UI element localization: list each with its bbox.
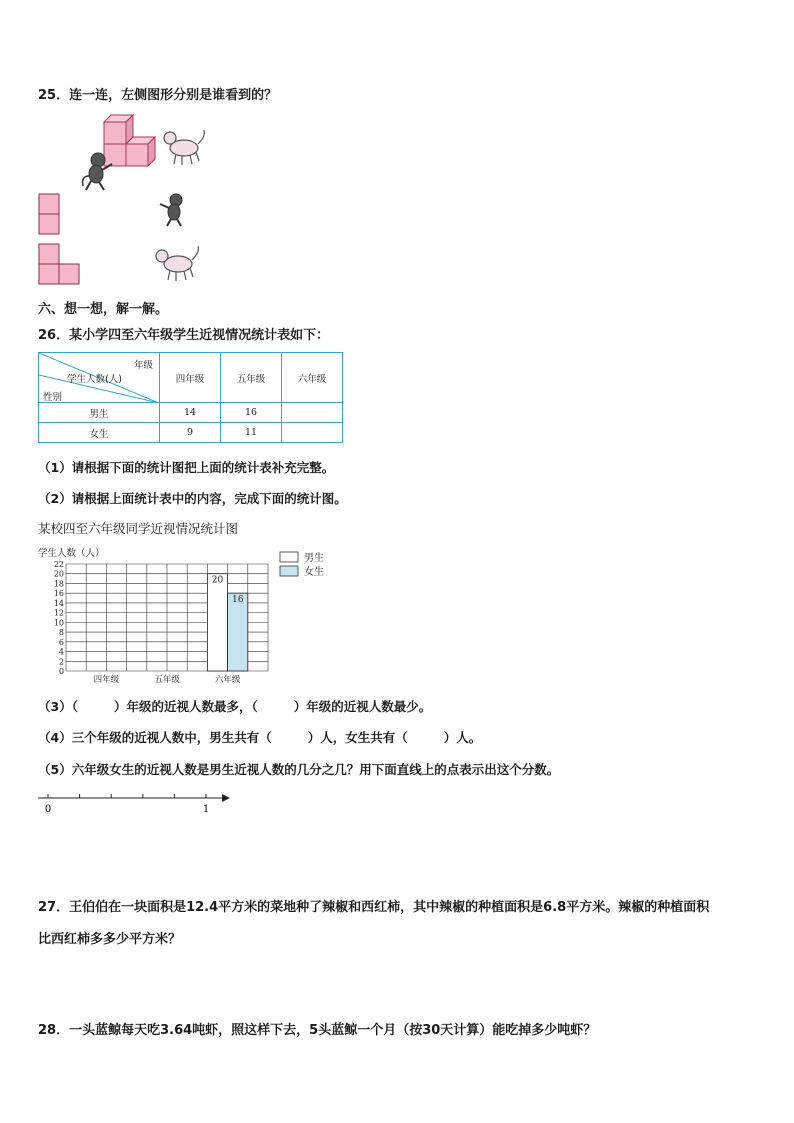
- col-header: 五年级: [221, 353, 282, 403]
- q26-sub4-part2: ）人，女生共有（: [307, 730, 408, 745]
- q26-sub3-part1: （3）（: [38, 699, 78, 714]
- legend-swatch: [280, 552, 298, 562]
- y-tick-label: 20: [53, 569, 64, 579]
- header-gender: 性别: [43, 392, 63, 403]
- y-tick-label: 2: [58, 657, 64, 667]
- section-6-title: 六、想一想，解一解。: [38, 302, 169, 317]
- q26-title: 26．某小学四至六年级学生近视情况统计表如下：: [38, 328, 330, 343]
- bar: [207, 574, 227, 671]
- q28-title: 28．一头蓝鲸每天吃3.64吨虾，照这样下去，5头蓝鲸一个月（按30天计算）能吃掉多少吨虾？: [38, 1023, 597, 1038]
- chart-bars: [207, 574, 247, 671]
- number-line[interactable]: [36, 788, 236, 816]
- y-tick-label: 22: [53, 560, 64, 569]
- header-grade: 年级: [133, 360, 153, 371]
- table-cell: 9: [160, 423, 221, 443]
- q27-line2: 比西红柿多多少平方米？: [38, 932, 182, 947]
- front-view-two-squares: [39, 194, 59, 234]
- legend-label: 女生: [304, 567, 324, 578]
- monkey-option-figure: [160, 194, 182, 226]
- q25-figures: [36, 108, 226, 288]
- legend-label: 男生: [304, 553, 324, 564]
- dog-figure: [164, 130, 204, 165]
- row-label: 女生: [39, 423, 160, 443]
- number-line-ticks: [48, 794, 206, 798]
- q26-sub2: （2）请根据上面统计表中的内容，完成下面的统计图。: [38, 491, 347, 506]
- cube-stack-figure: [104, 115, 155, 166]
- y-tick-label: 6: [58, 637, 64, 647]
- chart-legend: [280, 551, 324, 578]
- legend-swatch: [280, 566, 298, 576]
- table-cell: 16: [221, 403, 282, 423]
- chart-ylabel: 学生人数（人）: [38, 548, 105, 559]
- col-header: 六年级: [282, 353, 343, 403]
- table-cell-blank[interactable]: [282, 403, 343, 423]
- q26-sub4-part3: ）人。: [443, 730, 482, 745]
- number-line-arrow: [222, 794, 230, 802]
- number-line-one: 1: [202, 804, 210, 815]
- statistics-table: [38, 352, 343, 443]
- y-tick-label: 12: [53, 608, 64, 618]
- table-cell-blank[interactable]: [282, 423, 343, 443]
- side-view-l-shape: [39, 244, 79, 284]
- table-row: [39, 423, 343, 443]
- q26-sub1: （1）请根据下面的统计图把上面的统计表补充完整。: [38, 460, 335, 475]
- y-tick-label: 16: [53, 589, 64, 599]
- y-tick-label: 18: [53, 579, 64, 589]
- y-tick-label: 8: [58, 628, 64, 638]
- q26-sub5: （5）六年级女生的近视人数是男生近视人数的几分之几？用下面直线上的点表示出这个分数。: [38, 762, 560, 777]
- table-diagonal-header: [39, 353, 160, 403]
- chart-x-ticks: [94, 674, 241, 685]
- q26-sub4-part1: （4）三个年级的近视人数中，男生共有（: [38, 730, 272, 745]
- table-cell: 11: [221, 423, 282, 443]
- y-tick-label: 4: [58, 647, 64, 657]
- col-header: 四年级: [160, 353, 221, 403]
- x-category-label: 五年级: [154, 675, 180, 685]
- bar-data-label: 16: [231, 595, 244, 606]
- table-cell: 14: [160, 403, 221, 423]
- table-row: [39, 403, 343, 423]
- y-tick-label: 14: [53, 598, 64, 608]
- chart-y-ticks: [54, 560, 64, 676]
- q26-sub3: [38, 697, 431, 715]
- number-line-zero: 0: [44, 804, 52, 815]
- q25-title: 25．连一连，左侧图形分别是谁看到的？: [38, 88, 278, 103]
- q27-line1: 27．王伯伯在一块面积是12.4平方米的菜地种了辣椒和西红柿，其中辣椒的种植面积是6.8平方米。辣椒的种植面积: [38, 900, 710, 915]
- y-tick-label: 0: [58, 667, 64, 676]
- dog-option-figure: [156, 246, 198, 281]
- chart-title: 某校四至六年级同学近视情况统计图: [38, 521, 239, 536]
- q26-sub4: [38, 728, 481, 746]
- q26-sub3-part3: ）年级的近视人数最少。: [293, 699, 432, 714]
- x-category-label: 四年级: [93, 675, 120, 685]
- header-count: 学生人数(人): [67, 374, 122, 385]
- q26-sub3-part2: ）年级的近视人数最多，（: [113, 699, 258, 714]
- x-category-label: 六年级: [214, 675, 241, 685]
- y-tick-label: 10: [53, 618, 64, 628]
- bar-chart: [36, 544, 336, 686]
- row-label: 男生: [39, 403, 160, 423]
- bar-data-label: 20: [211, 575, 224, 586]
